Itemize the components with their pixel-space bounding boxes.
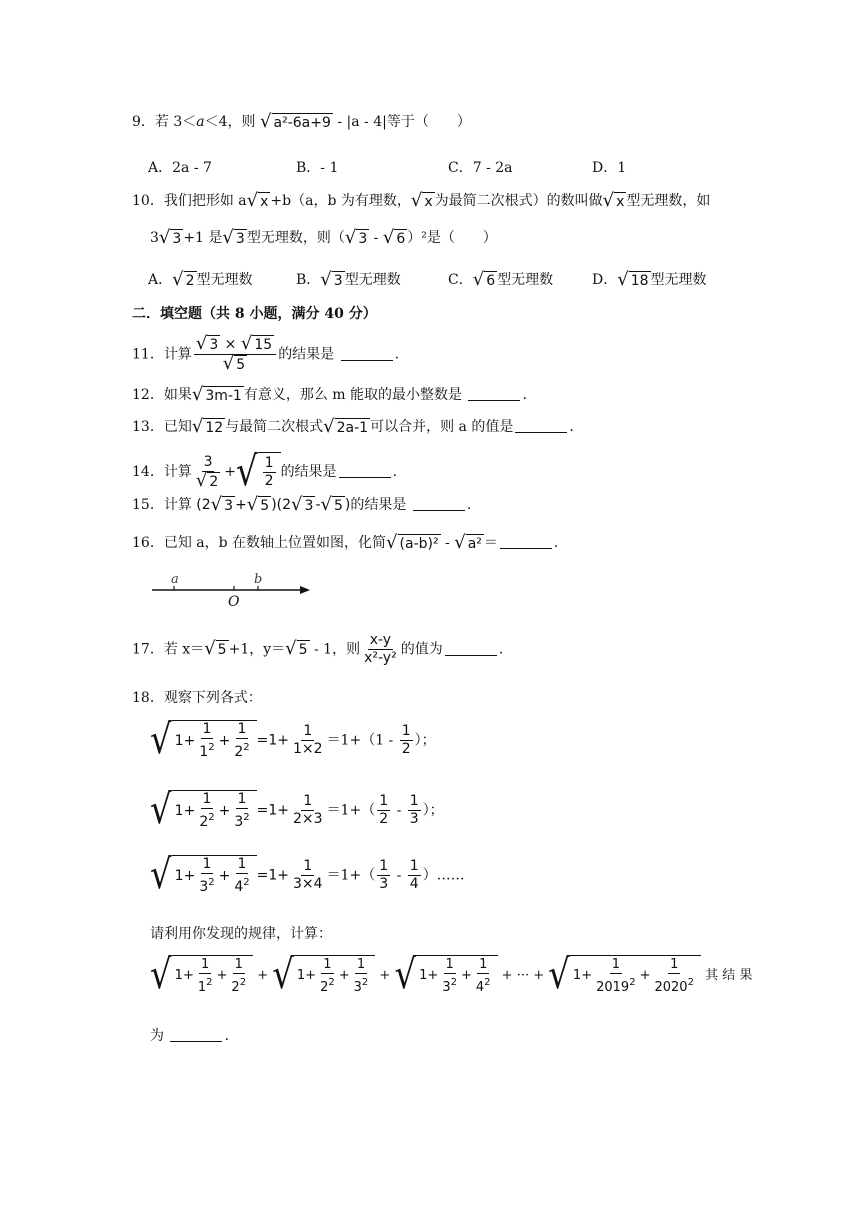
q16-line: 16．已知 a，b 在数轴上位置如图，化简 √ (a-b)² - √ a² ＝ . bbox=[132, 531, 559, 553]
point-a-label: a bbox=[171, 572, 179, 587]
q18-instruction: 请利用你发现的规律，计算： bbox=[150, 926, 332, 942]
q18-row-2: √ 1+ $\frac{1}{2^2}$ + $\frac{1}{3^2}$ =1+ $\frac{1}{2\times 3}$ ＝1+（ $\frac{1}{2}$ - $\frac{1}{3}$ ）； bbox=[150, 785, 444, 834]
q18-sum: √ 1+ $\frac{1}{1^2}$ + $\frac{1}{2^2}$ + √ 1+ $\frac{1}{2^2}$ + $\frac{1}{3^2}$ + √ 1+ $\frac{1}{3^2}$ + $\frac{1}{4^2}$ + ··· + √ 1+ $\frac{1}{2019^2}$ + $\frac{1}{2020^2}$ 其 结 果 bbox=[150, 950, 753, 999]
q14-line: 14．计算 3 √ 2 + √ $\frac{1}{2}$ 的结果是 . bbox=[132, 448, 398, 496]
q10-option-a: A． √ 2 型无理数 bbox=[148, 268, 253, 290]
q10-option-d: D． √ 18 型无理数 bbox=[592, 268, 707, 290]
section-title: 二．填空题（共 8 小题，满分 40 分） bbox=[132, 306, 377, 322]
q9-option-d: D．1 bbox=[592, 160, 627, 176]
q12-answer-blank[interactable] bbox=[468, 386, 520, 401]
q18-answer-blank[interactable] bbox=[170, 1027, 222, 1042]
number-line bbox=[150, 570, 320, 610]
q18-result: 为 . bbox=[150, 1028, 229, 1044]
q11-answer-blank[interactable] bbox=[341, 346, 393, 361]
q13-answer-blank[interactable] bbox=[515, 418, 567, 433]
q9-line: 9．若 3＜a＜4，则 √ a²-6a+9 - |a - 4|等于（ ） bbox=[132, 110, 471, 132]
q9-option-b: B．- 1 bbox=[296, 160, 339, 176]
q18-intro: 18．观察下列各式： bbox=[132, 690, 262, 706]
q15-answer-blank[interactable] bbox=[413, 496, 465, 511]
q13-line: 13．已知 √ 12 与最简二次根式 √ 2a-1 可以合并，则 a 的值是 . bbox=[132, 415, 574, 437]
q15-line: 15．计算 (2 √ 3 + √ 5 )(2 √ 3 - √ 5 )的结果是 . bbox=[132, 493, 472, 515]
q10-line2: 3 √ 3 +1 是 √ 3 型无理数，则（ √ 3 - √ 6 ）²是（ ） bbox=[150, 226, 497, 248]
point-b-label: b bbox=[254, 572, 263, 587]
q16-answer-blank[interactable] bbox=[500, 534, 552, 549]
q11-line: 11．计算 √ 3 × √ 15 √ 5 的结果是 . bbox=[132, 333, 400, 374]
q10-line1: 10．我们把形如 a √ x +b（a，b 为有理数， √ x 为最简二次根式）的数叫做 √ x 型无理数，如 bbox=[132, 189, 711, 211]
q9-option-c: C．7 - 2a bbox=[448, 160, 513, 176]
q17-line: 17．若 x＝ √ 5 +1，y＝ √ 5 - 1，则 $\frac{x-y}{\text{x²-y²}}$ 的值为 . bbox=[132, 632, 504, 666]
q10-option-c: C． √ 6 型无理数 bbox=[448, 268, 554, 290]
q14-answer-blank[interactable] bbox=[339, 463, 391, 478]
q10-option-b: B． √ 3 型无理数 bbox=[296, 268, 401, 290]
q9-sqrt: √ a²-6a+9 bbox=[260, 110, 331, 132]
q9-option-a: A．2a - 7 bbox=[148, 160, 212, 176]
q17-answer-blank[interactable] bbox=[445, 641, 497, 656]
q12-line: 12．如果 √ 3m-1 有意义，那么 m 能取的最小整数是 . bbox=[132, 383, 527, 405]
q18-row-3: √ 1+ $\frac{1}{3^2}$ + $\frac{1}{4^2}$ =1+ $\frac{1}{3\times 4}$ ＝1+（ $\frac{1}{3}$ - $\frac{1}{4}$ ）…… bbox=[150, 850, 465, 899]
q18-row-1: √ 1+ $\frac{1}{1^2}$ + $\frac{1}{2^2}$ =1+ $\frac{1}{1\times 2}$ ＝1+（1 - $\frac{1}{2}$ ）； bbox=[150, 715, 436, 764]
origin-label: O bbox=[228, 594, 240, 610]
